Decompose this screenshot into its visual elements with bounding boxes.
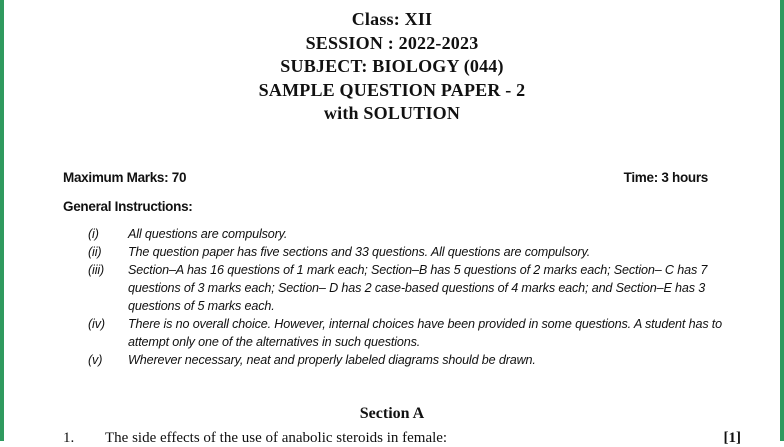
instruction-text: Wherever necessary, neat and properly labeled diagrams should be drawn. — [128, 353, 536, 367]
instruction-text: All questions are compulsory. — [128, 227, 288, 241]
question-number: 1. — [63, 430, 75, 446]
subject-line: SUBJECT: BIOLOGY (044) — [280, 56, 504, 76]
paper-title: SAMPLE QUESTION PAPER - 2 — [258, 79, 526, 100]
instruction-number: (v) — [88, 353, 103, 367]
instruction-item — [88, 315, 728, 351]
paper-meta — [63, 170, 708, 185]
question-marks: [1] — [723, 430, 741, 446]
instruction-item — [88, 225, 728, 243]
instruction-number: (i) — [88, 227, 99, 241]
question-text: The side effects of the use of anabolic steroids in female: — [105, 430, 448, 446]
instruction-text: There is no overall choice. However, internal choices have been provided in some questions. A student has to attempt only one of the alternatives in such questions. — [128, 317, 723, 349]
section-a-title: Section A — [359, 405, 425, 422]
instruction-number: (iv) — [88, 317, 105, 331]
instruction-item — [88, 243, 728, 261]
instruction-item — [88, 261, 728, 315]
class-line: Class: XII — [351, 9, 433, 29]
instruction-number: (ii) — [88, 245, 102, 259]
question-1 — [63, 430, 741, 447]
instruction-text: The question paper has five sections and 33 questions. All questions are compulsory. — [128, 245, 591, 259]
general-instructions-title: General Instructions: — [63, 199, 193, 214]
instructions-list — [88, 225, 728, 369]
session-line: SESSION : 2022-2023 — [305, 32, 479, 53]
instruction-item — [88, 351, 728, 369]
solution-line: with SOLUTION — [323, 103, 461, 123]
time-allowed: Time: 3 hours — [623, 170, 708, 185]
instruction-number: (iii) — [88, 263, 105, 277]
instruction-text: Section–A has 16 questions of 1 mark each; Section–B has 5 questions of 2 marks each; Section– C has 7 questions of 3 marks each; Section– D has 2 case-based questions of 4 marks each; and Section–E has 3 questions of 5 marks each. — [128, 263, 708, 313]
paper-header — [0, 8, 784, 126]
max-marks: Maximum Marks: 70 — [63, 170, 187, 185]
